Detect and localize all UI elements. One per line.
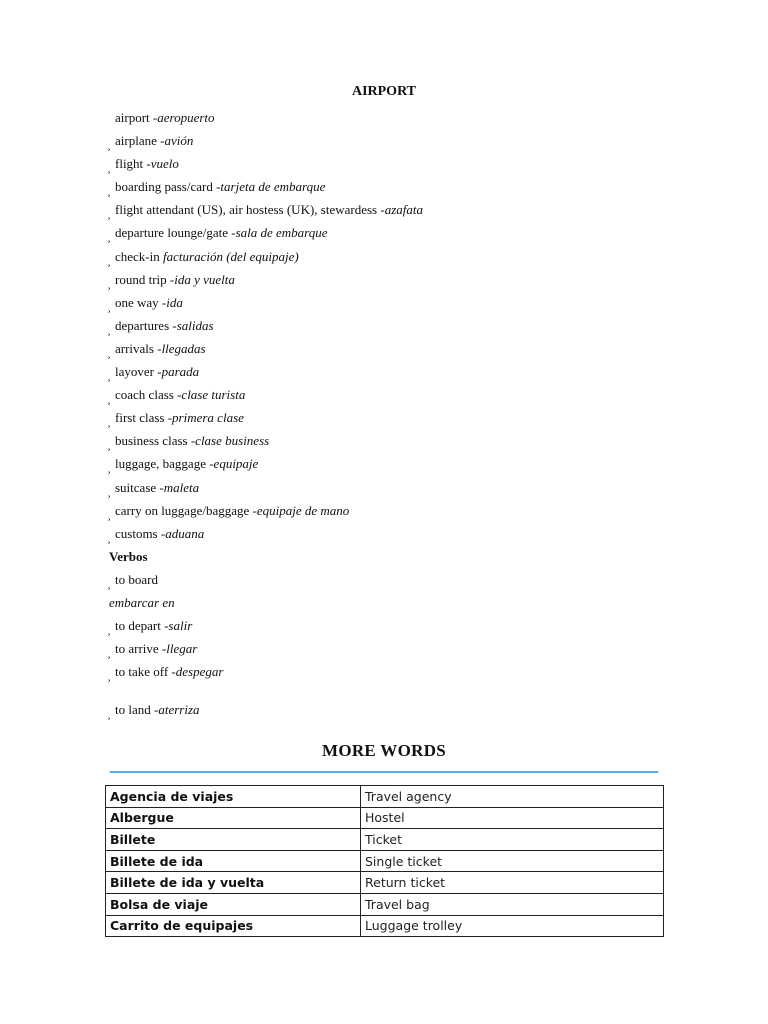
spanish-cell: Bolsa de viaje bbox=[106, 893, 361, 915]
list-item bbox=[109, 106, 423, 129]
bullet-icon bbox=[109, 642, 115, 665]
bullet-icon bbox=[109, 665, 115, 688]
english-term: to board bbox=[115, 571, 158, 587]
english-term: coach class - bbox=[115, 387, 182, 403]
bullet-icon bbox=[109, 319, 115, 342]
bullet-icon bbox=[109, 180, 115, 203]
spanish-term: salidas bbox=[176, 317, 214, 333]
list-item bbox=[109, 314, 423, 337]
english-term: layover - bbox=[115, 364, 162, 380]
english-term: to arrive - bbox=[115, 641, 167, 657]
list-item bbox=[109, 221, 423, 244]
list-item bbox=[109, 129, 423, 152]
list-item bbox=[109, 591, 423, 614]
bullet-icon bbox=[109, 573, 115, 596]
spanish-term: aterriza bbox=[158, 702, 200, 718]
english-term: boarding pass/card - bbox=[115, 179, 221, 195]
english-term: arrivals - bbox=[115, 340, 162, 356]
list-item bbox=[109, 268, 423, 291]
english-term: to land - bbox=[115, 702, 159, 718]
spanish-term: azafata bbox=[384, 202, 423, 218]
english-cell: Travel bag bbox=[361, 893, 664, 915]
english-cell: Return ticket bbox=[361, 872, 664, 894]
bullet-icon bbox=[109, 504, 115, 527]
spanish-term: embarcar en bbox=[109, 594, 175, 610]
list-item bbox=[109, 429, 423, 452]
spanish-term: facturación (del equipaje) bbox=[163, 248, 299, 264]
spanish-term: vuelo bbox=[150, 156, 179, 172]
bullet-icon bbox=[109, 203, 115, 226]
english-cell: Hostel bbox=[361, 807, 664, 829]
bullet-icon bbox=[109, 157, 115, 180]
english-cell: Ticket bbox=[361, 829, 664, 851]
table-row bbox=[106, 807, 664, 829]
english-term: first class - bbox=[115, 410, 173, 426]
spanish-cell: Billete bbox=[106, 829, 361, 851]
bullet-icon bbox=[109, 619, 115, 642]
english-term: customs - bbox=[115, 525, 166, 541]
list-item bbox=[109, 522, 423, 545]
spanish-cell: Albergue bbox=[106, 807, 361, 829]
spanish-term: ida bbox=[166, 294, 183, 310]
bullet-icon bbox=[109, 457, 115, 480]
english-term: airport - bbox=[115, 110, 158, 125]
spanish-cell: Agencia de viajes bbox=[106, 786, 361, 808]
vocabulary-list bbox=[109, 106, 423, 723]
english-term: to take off - bbox=[115, 664, 176, 680]
bullet-icon bbox=[109, 703, 115, 726]
list-item bbox=[109, 614, 423, 637]
list-item bbox=[109, 406, 423, 429]
spanish-term: equipaje de mano bbox=[256, 502, 350, 518]
more-words-title: MORE WORDS bbox=[321, 741, 447, 760]
english-term: business class - bbox=[115, 433, 196, 449]
list-item bbox=[109, 568, 423, 591]
bullet-icon bbox=[109, 342, 115, 365]
list-item bbox=[109, 637, 423, 660]
english-term: check-in bbox=[115, 248, 164, 264]
table-row bbox=[106, 829, 664, 851]
bullet-icon bbox=[109, 411, 115, 434]
english-term: departures - bbox=[115, 317, 177, 333]
list-item bbox=[109, 198, 423, 221]
bullet-icon bbox=[109, 388, 115, 411]
bullet-icon bbox=[109, 250, 115, 273]
bullet-icon bbox=[109, 226, 115, 249]
bullet-icon bbox=[109, 365, 115, 388]
spanish-term: parada bbox=[161, 364, 200, 380]
list-item bbox=[109, 152, 423, 175]
english-term: one way - bbox=[115, 294, 167, 310]
list-item bbox=[109, 337, 423, 360]
table-row bbox=[106, 893, 664, 915]
table-row bbox=[106, 872, 664, 894]
list-item bbox=[109, 383, 423, 406]
bullet-icon bbox=[109, 434, 115, 457]
spanish-term: ida y vuelta bbox=[174, 271, 235, 287]
list-item bbox=[109, 175, 423, 198]
bullet-icon bbox=[109, 134, 115, 157]
english-term: luggage, baggage - bbox=[115, 456, 214, 472]
bullet-icon bbox=[109, 481, 115, 504]
list-item bbox=[109, 360, 423, 383]
english-term: flight - bbox=[115, 156, 151, 172]
english-term: flight attendant (US), air hostess (UK), stewardess - bbox=[115, 202, 385, 218]
english-cell: Single ticket bbox=[361, 850, 664, 872]
spanish-term: salir bbox=[168, 618, 193, 634]
more-words-table bbox=[105, 785, 664, 937]
verbs-heading: Verbos bbox=[109, 548, 148, 564]
spanish-term: clase turista bbox=[181, 387, 246, 403]
spanish-term: sala de embarque bbox=[235, 225, 328, 241]
list-item bbox=[109, 245, 423, 268]
english-cell: Luggage trolley bbox=[361, 915, 664, 937]
english-term: round trip - bbox=[115, 271, 175, 287]
page-title: AIRPORT bbox=[351, 84, 417, 99]
list-item bbox=[109, 452, 423, 475]
english-term: carry on luggage/baggage - bbox=[115, 502, 257, 518]
spanish-cell: Billete de ida y vuelta bbox=[106, 872, 361, 894]
spanish-term: llegadas bbox=[161, 340, 206, 356]
bullet-icon bbox=[109, 527, 115, 550]
spanish-term: despegar bbox=[175, 664, 224, 680]
english-term: airplane - bbox=[115, 133, 165, 149]
bullet-icon bbox=[109, 296, 115, 319]
spanish-term: aeropuerto bbox=[157, 110, 215, 125]
section-divider bbox=[110, 771, 658, 773]
english-term: to depart - bbox=[115, 618, 169, 634]
spanish-cell: Billete de ida bbox=[106, 850, 361, 872]
table-row bbox=[106, 915, 664, 937]
list-item bbox=[109, 499, 423, 522]
spanish-term: equipaje bbox=[213, 456, 259, 472]
spanish-term: maleta bbox=[163, 479, 200, 495]
list-item bbox=[109, 660, 423, 683]
list-item bbox=[109, 683, 423, 723]
english-term: departure lounge/gate - bbox=[115, 225, 236, 241]
spanish-term: clase business bbox=[195, 433, 270, 449]
spanish-term: llegar bbox=[166, 641, 198, 657]
spanish-term: aduana bbox=[165, 525, 205, 541]
list-item bbox=[109, 476, 423, 499]
spanish-term: tarjeta de embarque bbox=[220, 179, 326, 195]
table-row bbox=[106, 786, 664, 808]
english-term: suitcase - bbox=[115, 479, 164, 495]
bullet-icon bbox=[109, 273, 115, 296]
english-cell: Travel agency bbox=[361, 786, 664, 808]
spanish-cell: Carrito de equipajes bbox=[106, 915, 361, 937]
spanish-term: primera clase bbox=[172, 410, 244, 426]
list-item bbox=[109, 291, 423, 314]
table-row bbox=[106, 850, 664, 872]
spanish-term: avión bbox=[164, 133, 194, 149]
